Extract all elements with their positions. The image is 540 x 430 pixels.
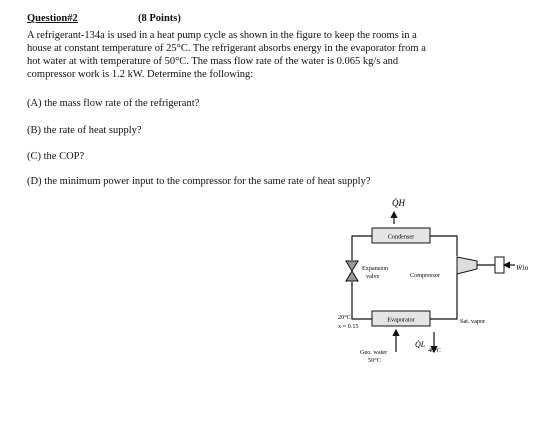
- problem-line: A refrigerant-134a is used in a heat pump cycle as shown in the figure to keep the rooms in a: [27, 30, 417, 41]
- work-label: Ẇin: [516, 263, 529, 272]
- part-a: (A) the mass flow rate of the refrigerant?: [27, 98, 200, 109]
- water-outlet-temperature: 40°C: [428, 347, 441, 354]
- inlet-quality: x = 0.15: [338, 323, 359, 330]
- compressor-icon: [457, 257, 477, 274]
- question-number: Question#2: [27, 13, 78, 24]
- expansion-valve-icon: [346, 261, 358, 281]
- heat-pump-diagram: [330, 190, 540, 380]
- condenser-label: Condenser: [387, 233, 415, 241]
- inlet-temperature: 20°C: [338, 314, 351, 321]
- question-heading: [27, 13, 181, 24]
- part-d: (D) the minimum power input to the compressor for the same rate of heat supply?: [27, 176, 371, 187]
- compressor-label: Compressor: [410, 272, 440, 279]
- water-label: Geo. water: [360, 349, 388, 356]
- evaporator-label: Evaporator: [387, 316, 415, 324]
- problem-statement: [27, 29, 507, 81]
- expansion-label: Expansion: [362, 265, 389, 272]
- question-points: (8 Points): [138, 13, 181, 24]
- sat-vapor-label: Sat. vapor: [460, 318, 486, 325]
- problem-line: compressor work is 1.2 kW. Determine the following:: [27, 69, 254, 80]
- problem-line: house at constant temperature of 25°C. The refrigerant absorbs energy in the evaporator from a: [27, 43, 426, 54]
- part-b: (B) the rate of heat supply?: [27, 125, 142, 136]
- part-c: (C) the COP?: [27, 151, 85, 162]
- heat-out-label: Q̇H: [392, 198, 405, 208]
- valve-label: valve: [366, 273, 380, 280]
- compressor-coupling: [495, 257, 504, 273]
- problem-line: hot water at with temperature of 50°C. The mass flow rate of the water is 0.065 kg/s and: [27, 56, 399, 67]
- heat-in-label: Q̇L: [415, 340, 426, 349]
- water-inlet-temperature: 50°C: [368, 357, 381, 364]
